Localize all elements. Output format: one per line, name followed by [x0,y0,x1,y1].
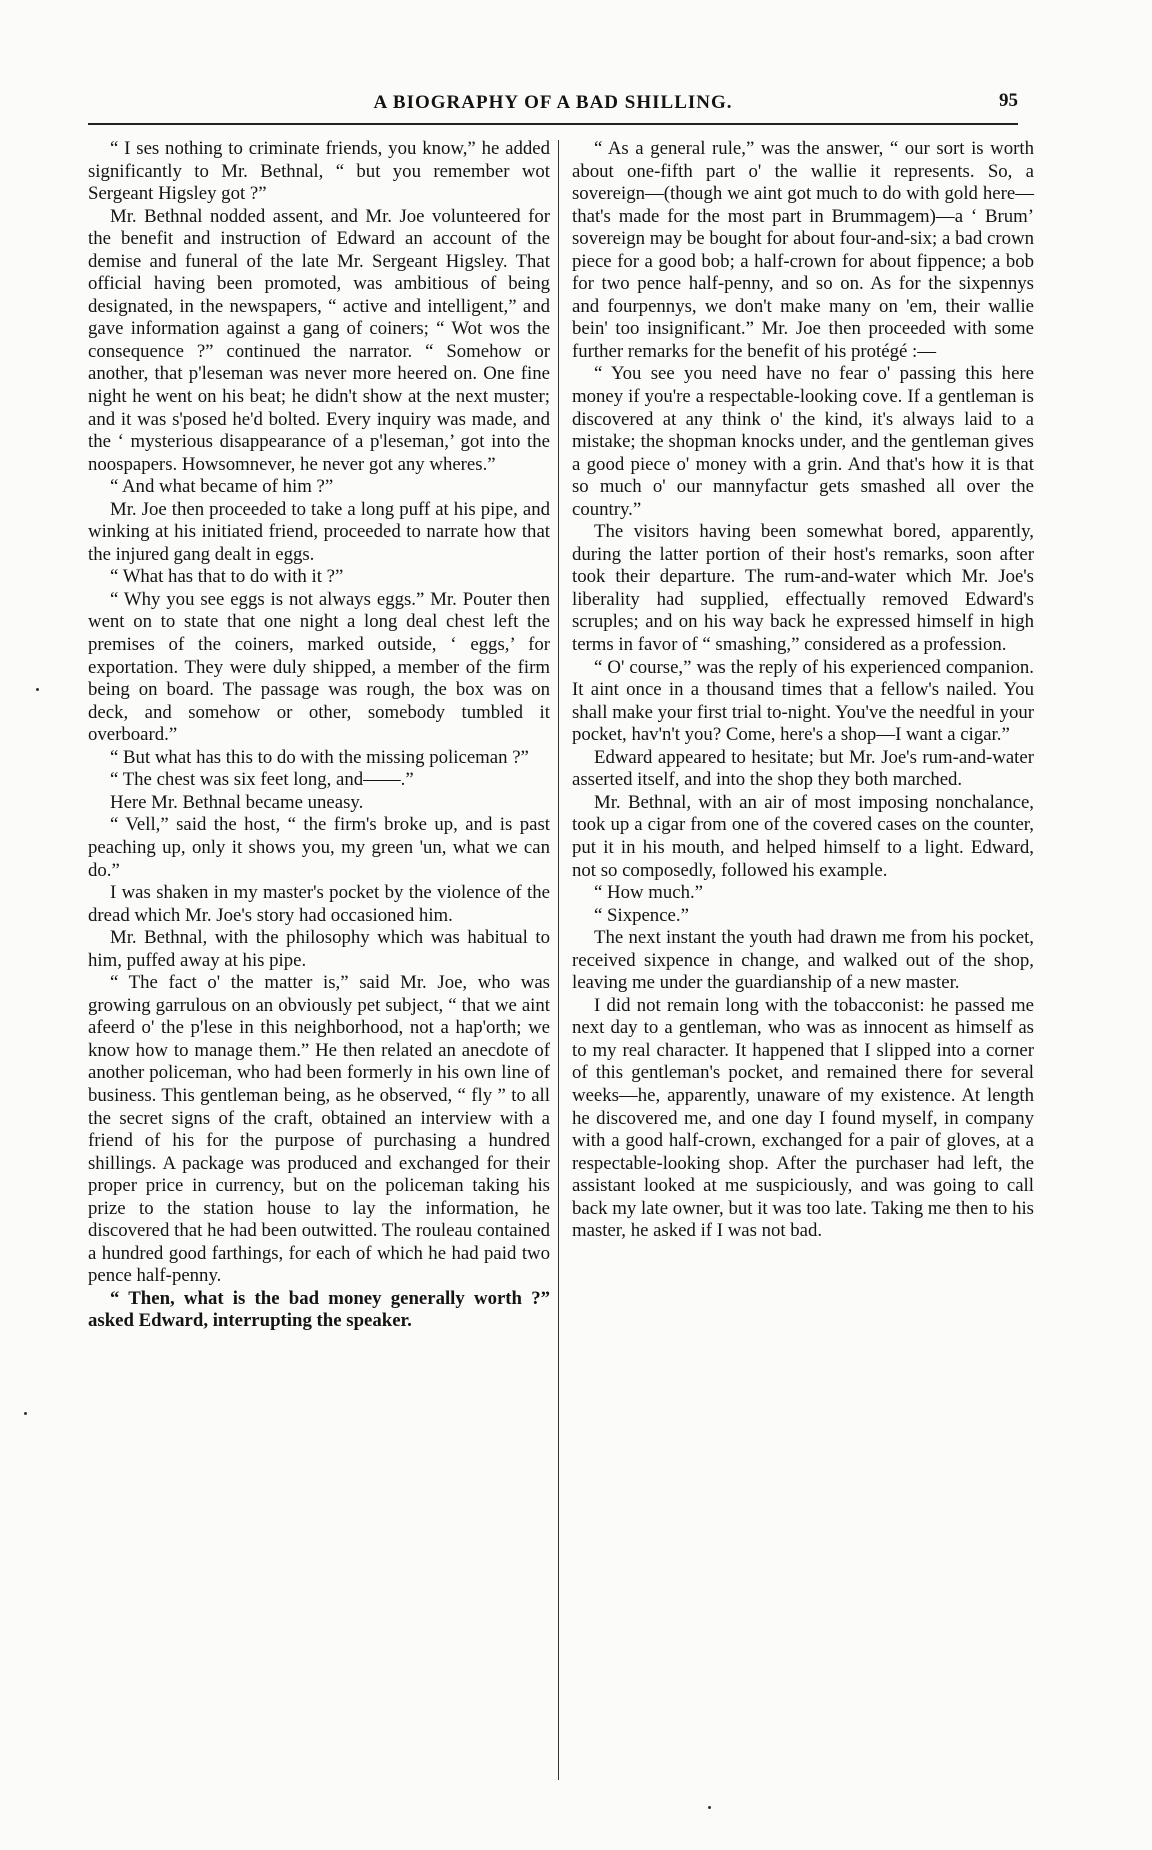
header-rule [88,123,1018,125]
paragraph: “ O' course,” was the reply of his experienced companion. It aint once in a thousand times that a fellow's nailed. You shall make your first trial to-night. You've the needful in your pocket, hav'n't you? Come, here's a shop—I want a cigar.” [572,656,1034,746]
margin-speck [36,688,39,691]
paragraph: The next instant the youth had drawn me from his pocket, received sixpence in change, and walked out of the shop, leaving me under the guardianship of a new master. [572,927,1034,994]
page-number: 95 [999,90,1018,111]
paragraph: “ Sixpence.” [594,904,689,926]
paragraph: “ Why you see eggs is not always eggs.” Mr. Pouter then went on to state that one night a long deal chest left the premises of the coiners, marked outside, ‘ eggs,’ for exportation. They were duly shipped, a member of the firm being on board. The passage was rough, the box was on deck, and somehow or other, somebody tumbled it overboard.” [88,588,550,746]
paragraph: Mr. Bethnal, with the philosophy which was habitual to him, puffed away at his pipe. [88,927,550,971]
paragraph: “ How much.” [594,882,704,904]
paragraph: “ But what has this to do with the missing policeman ?” [110,746,529,768]
paragraph: I was shaken in my master's pocket by the violence of the dread which Mr. Joe's story had occasioned him. [88,882,550,926]
paragraph: I did not remain long with the tobacconist: he passed me next day to a gentleman, who was as innocent as himself as to my real character. It happened that I slipped into a corner of this gentleman's pocket, and remained there for several weeks—he, apparently, unaware of my existence. At length he discovered me, and one day I found myself, in company with a good half-crown, exchanged for a pair of gloves, at a respectable-looking shop. After the purchaser had left, the assistant looked at me suspiciously, and was going to call back my late owner, but it was too late. Taking me then to his master, he asked if I was not bad. [572,994,1034,1242]
paragraph: The visitors having been somewhat bored, apparently, during the latter portion of their host's remarks, soon after took their departure. The rum-and-water which Mr. Joe's liberality had supplied, effectually removed Edward's scruples; and on his way back he expressed himself in high terms in favor of “ smashing,” considered as a profession. [572,521,1034,656]
margin-speck [24,1412,27,1415]
paragraph: “ Vell,” said the host, “ the firm's broke up, and is past peaching up, only it shows you, my green 'un, what we can do.” [88,814,550,881]
paragraph: Edward appeared to hesitate; but Mr. Joe's rum-and-water asserted itself, and into the shop they both marched. [572,746,1034,791]
paragraph: Here Mr. Bethnal became uneasy. [110,791,364,813]
column-divider [558,140,559,1780]
paragraph: Mr. Bethnal nodded assent, and Mr. Joe volunteered for the benefit and instruction of Edward an account of the demise and funeral of the late Mr. Sergeant Higsley. That official having been promoted, was ambitious of being designated, in the newspapers, “ active and intelligent,” and gave information against a gang of coiners; “ Wot wos the consequence ?” continued the narrator. “ Somehow or another, that p'leseman was never more heered on. One fine night he went on his beat; he didn't show at the next muster; and it was s'posed he'd bolted. Every inquiry was made, and the ‘ mysterious disappearance of a p'leseman,’ got into the noospapers. Howsomnever, he never got any wheres.” [88,205,550,475]
right-column [572,138,1034,1243]
paragraph: “ The fact o' the matter is,” said Mr. Joe, who was growing garrulous on an obviously pet subject, “ that we aint afeerd o' the p'lese in this neighborhood, not a hap'orth; we know how to manage them.” He then related an anecdote of another policeman, who had been formerly in his own line of business. This gentleman being, as he observed, “ fly ” to all the secret signs of the craft, obtained an interview with a friend of his for the purpose of purchasing a hundred shillings. A package was produced and exchanged for their proper price in currency, but on the policeman taking his prize to the station house to lay the information, he discovered that he had been outwitted. The rouleau contained a hundred good farthings, for each of which he had paid two pence half-penny. [88,972,550,1287]
paragraph: “ What has that to do with it ?” [110,566,344,588]
paragraph: “ And what became of him ?” [110,476,334,498]
paragraph: Mr. Bethnal, with an air of most imposing nonchalance, took up a cigar from one of the covered cases on the counter, put it in his mouth, and helped himself to a light. Edward, not so composedly, followed his example. [572,791,1034,881]
paragraph: “ I ses nothing to criminate friends, you know,” he added significantly to Mr. Bethnal, “ but you remember wot Sergeant Higsley got ?” [88,138,550,205]
paragraph: “ Then, what is the bad money generally worth ?” asked Edward, interrupting the speaker. [88,1287,550,1332]
paragraph: “ You see you need have no fear o' passing this here money if you're a respectable-looking cove. If a gentleman is discovered at any think o' the kind, it's always laid to a mistake; the shopman knocks under, and the gentleman gives a good piece o' money with a grin. And that's how it is that so much o' our mannyfactur gets smashed all over the country.” [572,363,1034,520]
left-column [88,138,550,1333]
running-header [88,92,1018,124]
paragraph: “ The chest was six feet long, and——.” [110,769,414,791]
running-title: A BIOGRAPHY OF A BAD SHILLING. [373,92,733,113]
paragraph: Mr. Joe then proceeded to take a long puff at his pipe, and winking at his initiated friend, proceeded to narrate how that the injured gang dealt in eggs. [88,498,550,565]
margin-speck [708,1806,711,1809]
paragraph: “ As a general rule,” was the answer, “ our sort is worth about one-fifth part o' the wallie it represents. So, a sovereign—(though we aint got much to do with gold here—that's made for the most part in Brummagem)—a ‘ Brum’ sovereign may be bought for about four-and-six; a bad crown piece for a good bob; a half-crown for about fippence; a bob for two pence half-penny, and so on. As for the sixpennys and fourpennys, we don't make many on 'em, their wallie bein' too insignificant.” Mr. Joe then proceeded with some further remarks for the benefit of his protégé :— [572,138,1034,362]
